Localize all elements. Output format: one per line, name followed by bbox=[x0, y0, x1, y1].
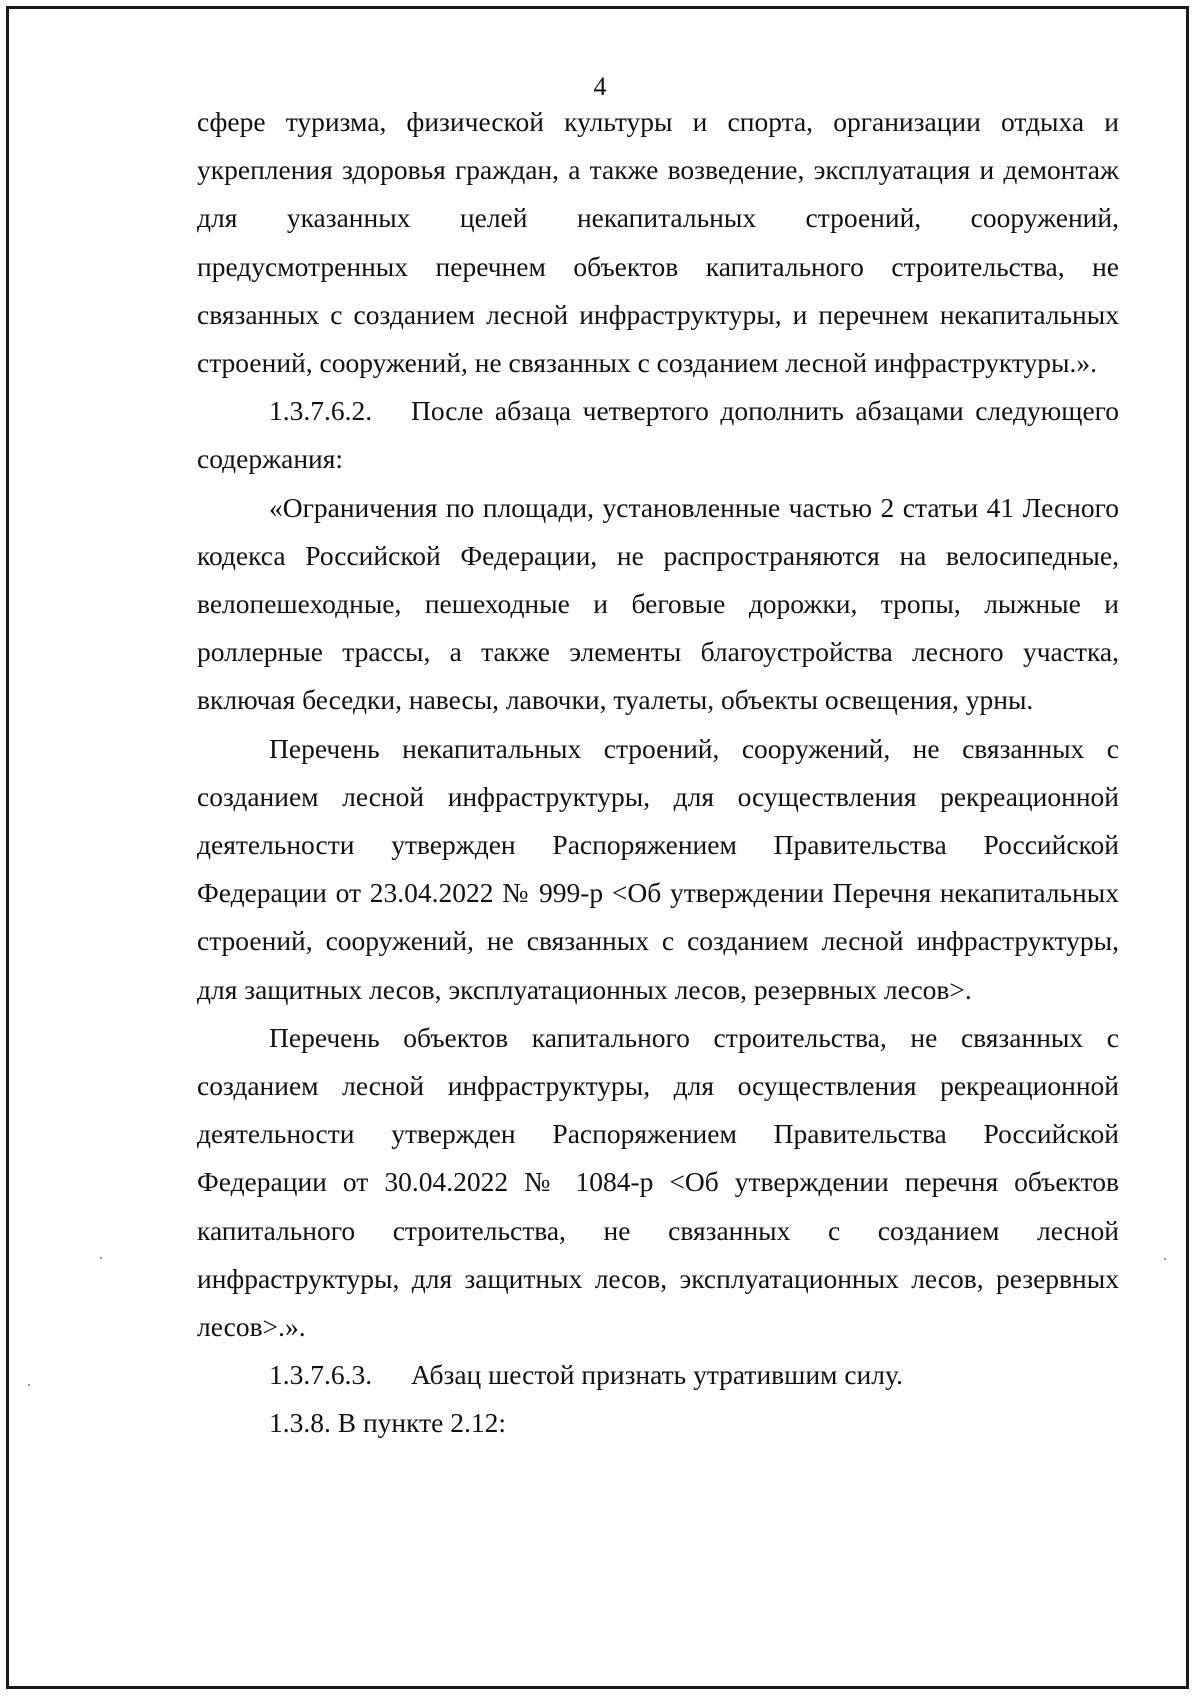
clause-text: Абзац шестой признать утратившим силу. bbox=[411, 1359, 903, 1391]
clause-number: 1.3.7.6.3. bbox=[269, 1359, 373, 1391]
paragraph-noncapital-list: Перечень некапитальных строений, сооружений, не связанных с созданием лесной инфраструктуры, для осуществления рекреационной деятельности утвержден Распоряжением Правительства Российской Федерации от 23.04.2022 № 999-р <Об утверждении Перечня некапитальных строений, сооружений, не связанных с созданием лесной инфраструктуры, для защитных лесов, эксплуатационных лесов, резервных лесов>. bbox=[197, 732, 1119, 1005]
document-body bbox=[197, 98, 1119, 1448]
clause-text: После абзаца четвертого дополнить абзацами следующего bbox=[411, 395, 1119, 427]
paragraph-restrictions: «Ограничения по площади, установленные частью 2 статьи 41 Лесного кодекса Российской Федерации, не распространяются на велосипедные, велопешеходные, пешеходные и беговые дорожки, тропы, лыжные и роллерные трассы, а также элементы благоустройства лесного участка, включая беседки, навесы, лавочки, туалеты, объекты освещения, урны. bbox=[197, 491, 1119, 716]
paragraph-continuation: сфере туризма, физической культуры и спорта, организации отдыха и укрепления здоровья граждан, а также возведение, эксплуатация и демонтаж для указанных целей некапитальных строений, сооружений, предусмотренных перечнем объектов капитального строительства, не связанных с созданием лесной инфраструктуры, и перечнем некапитальных строений, сооружений, не связанных с созданием лесной инфраструктуры.». bbox=[197, 106, 1119, 379]
page-number: 4 bbox=[593, 72, 607, 101]
clause-1-3-7-6-3 bbox=[197, 1351, 1119, 1399]
paragraph-capital-list: Перечень объектов капитального строительства, не связанных с созданием лесной инфраструктуры, для осуществления рекреационной деятельности утвержден Распоряжением Правительства Российской Федерации от 30.04.2022 № 1084-р <Об утверждении перечня объектов капитального строительства, не связанных с созданием лесной инфраструктуры, для защитных лесов, эксплуатационных лесов, резервных лесов>.». bbox=[197, 1021, 1119, 1343]
scan-speck bbox=[28, 1384, 30, 1386]
clause-number: 1.3.7.6.2. bbox=[269, 395, 373, 427]
clause-1-3-7-6-2 bbox=[197, 387, 1119, 435]
scan-speck bbox=[100, 1257, 102, 1259]
clause-text-continuation: содержания: bbox=[197, 443, 344, 475]
clause-1-3-8: 1.3.8. В пункте 2.12: bbox=[269, 1407, 507, 1439]
scan-speck bbox=[1164, 1258, 1166, 1260]
